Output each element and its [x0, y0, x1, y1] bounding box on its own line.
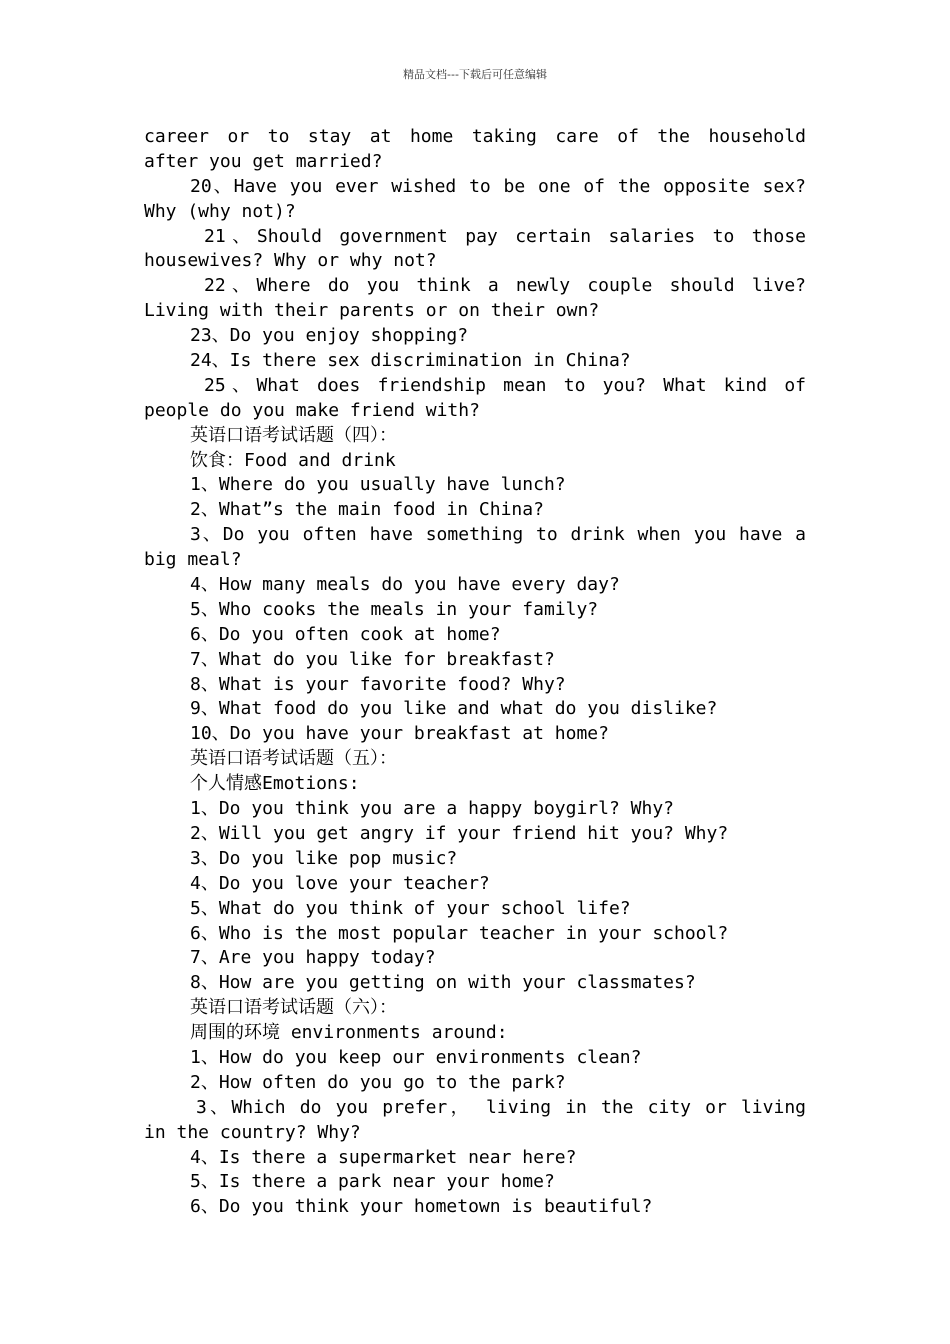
text-line: 25、What does friendship mean to you? What kind of	[204, 374, 806, 396]
document-body	[144, 125, 806, 1220]
text-line: 4、Is there a supermarket near here?	[190, 1146, 577, 1168]
text-line: 饮食：Food and drink	[190, 449, 396, 471]
text-line: housewives? Why or why not?	[144, 250, 437, 272]
text-line: 8、What is your favorite food? Why?	[190, 673, 566, 695]
text-line: 6、Do you think your hometown is beautiful?	[190, 1196, 653, 1218]
text-line: 英语口语考试话题（五）：	[190, 748, 397, 770]
text-line: 5、What do you think of your school life?	[190, 897, 631, 919]
text-line: 10、Do you have your breakfast at home?	[190, 723, 609, 745]
text-line: big meal?	[144, 549, 242, 571]
text-line: after you get married?	[144, 150, 383, 172]
text-line: 7、What do you like for breakfast?	[190, 648, 555, 670]
text-line: 23、Do you enjoy shopping?	[190, 325, 469, 347]
text-line: 英语口语考试话题（六）：	[190, 997, 397, 1019]
text-line: 21、Should government pay certain salaries to those	[204, 225, 806, 247]
text-line: 8、How are you getting on with your classmates?	[190, 972, 696, 994]
text-line: 3、Which do you prefer， living in the city or living	[196, 1096, 806, 1118]
text-line: 3、Do you like pop music?	[190, 847, 458, 869]
text-line: 1、Do you think you are a happy boygirl? Why?	[190, 798, 674, 820]
text-line: 4、Do you love your teacher?	[190, 872, 490, 894]
text-line: 5、Is there a park near your home?	[190, 1171, 555, 1193]
text-line: 2、What”s the main food in China?	[190, 499, 544, 521]
text-line: career or to stay at home taking care of the household	[144, 126, 806, 147]
text-line: Why (why not)?	[144, 200, 296, 222]
text-line: 2、Will you get angry if your friend hit you? Why?	[190, 822, 729, 844]
text-line: 7、Are you happy today?	[190, 947, 436, 969]
text-line: 22、Where do you think a newly couple should live?	[204, 275, 806, 297]
text-line: 20、Have you ever wished to be one of the opposite sex?	[190, 175, 806, 197]
text-line: in the country? Why?	[144, 1121, 361, 1143]
page-header: 精品文档---下载后可任意编辑	[403, 68, 547, 81]
text-line: 3、Do you often have something to drink when you have a	[190, 524, 806, 546]
text-line: Living with their parents or on their own?	[144, 300, 600, 322]
text-line: 周围的环境 environments around:	[190, 1022, 508, 1044]
text-line: 个人情感Emotions:	[190, 773, 360, 795]
text-line: 5、Who cooks the meals in your family?	[190, 598, 599, 620]
text-line: 6、Do you often cook at home?	[190, 623, 501, 645]
text-line: people do you make friend with?	[144, 399, 480, 421]
text-line: 9、What food do you like and what do you dislike?	[190, 698, 718, 720]
text-line: 英语口语考试话题（四）：	[190, 424, 397, 446]
text-line: 6、Who is the most popular teacher in your school?	[190, 922, 729, 944]
text-line: 2、How often do you go to the park?	[190, 1071, 566, 1093]
text-line: 4、How many meals do you have every day?	[190, 574, 620, 596]
text-line: 24、Is there sex discrimination in China?	[190, 350, 631, 372]
text-line: 1、Where do you usually have lunch?	[190, 474, 566, 496]
text-line: 1、How do you keep our environments clean?	[190, 1046, 642, 1068]
